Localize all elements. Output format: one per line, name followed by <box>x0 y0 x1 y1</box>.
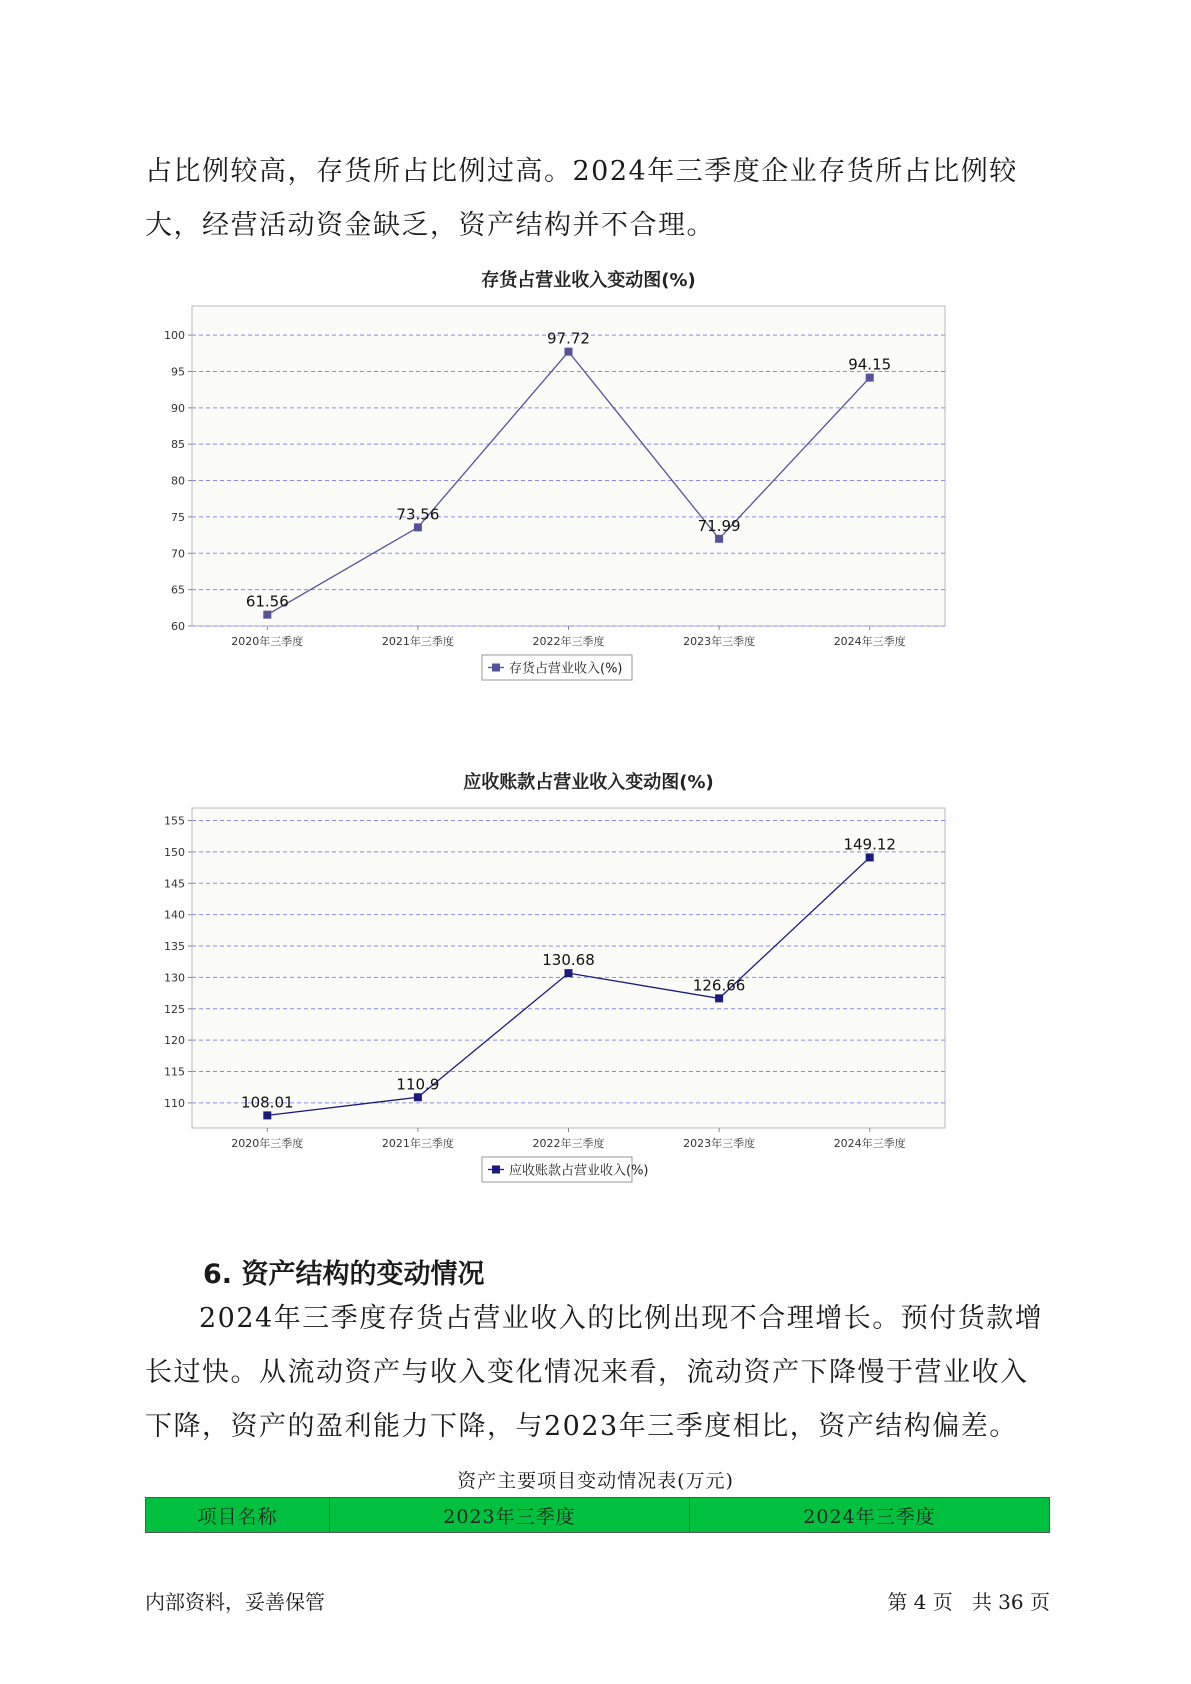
y-tick-label: 60 <box>171 620 185 633</box>
footer-confidential: 内部资料，妥善保管 <box>145 1590 325 1614</box>
x-tick-label: 2024年三季度 <box>833 1137 906 1150</box>
y-tick-label: 145 <box>164 877 185 891</box>
y-tick-label: 155 <box>164 814 185 828</box>
chart-title: 存货占营业收入变动图(%) <box>481 270 696 291</box>
data-point <box>715 535 723 543</box>
y-tick-label: 85 <box>171 438 185 452</box>
y-tick-label: 140 <box>164 908 185 922</box>
data-point <box>414 523 422 531</box>
y-tick-label: 130 <box>164 971 185 985</box>
y-tick-label: 150 <box>164 845 185 859</box>
data-label: 73.56 <box>396 505 440 524</box>
y-tick-label: 95 <box>171 365 185 379</box>
header-2023q3: 2023年三季度 <box>329 1498 689 1533</box>
table-caption: 资产主要项目变动情况表(万元) <box>457 1470 734 1492</box>
data-point <box>263 611 271 619</box>
receivables-ratio-chart <box>160 770 1040 1220</box>
y-tick-label: 115 <box>164 1065 185 1079</box>
data-label: 110.9 <box>396 1075 440 1094</box>
chart-title: 应收账款占营业收入变动图(%) <box>463 772 714 793</box>
x-tick-label: 2024年三季度 <box>833 635 906 648</box>
header-2024q3: 2024年三季度 <box>689 1498 1049 1533</box>
y-tick-label: 125 <box>164 1002 185 1016</box>
analysis-paragraph: 2024年三季度存货占营业收入的比例出现不合理增长。预付货款增长过快。从流动资产与收入变化情况来看，流动资产下降慢于营业收入下降，资产的盈利能力下降，与2023年三季度相比，资产结构偏差。 <box>145 1303 1044 1442</box>
legend-label: 应收账款占营业收入(%) <box>509 1163 649 1179</box>
intro-paragraph: 占比例较高，存货所占比例过高。2024年三季度企业存货所占比例较大，经营活动资金缺乏，资产结构并不合理。 <box>145 156 1018 241</box>
data-label: 97.72 <box>547 329 590 348</box>
footer-page-number: 第 4 页 共 36 页 <box>887 1590 1050 1614</box>
data-label: 108.01 <box>241 1093 294 1112</box>
data-label: 71.99 <box>697 516 741 535</box>
data-label: 61.56 <box>245 592 289 611</box>
data-label: 130.68 <box>542 951 595 970</box>
x-tick-label: 2021年三季度 <box>381 1137 454 1150</box>
data-point <box>715 994 723 1002</box>
x-tick-label: 2020年三季度 <box>231 1137 304 1150</box>
legend-label: 存货占营业收入(%) <box>509 661 623 677</box>
y-tick-label: 80 <box>171 474 185 488</box>
data-point <box>866 374 874 382</box>
x-tick-label: 2023年三季度 <box>683 635 756 648</box>
data-point <box>565 348 573 356</box>
x-tick-label: 2020年三季度 <box>231 635 304 648</box>
asset-change-table <box>145 1497 1050 1533</box>
legend-marker <box>492 664 500 672</box>
section-heading: 6. 资产结构的变动情况 <box>203 1259 485 1290</box>
y-tick-label: 135 <box>164 940 185 954</box>
data-label: 126.66 <box>692 976 746 995</box>
inventory-ratio-chart <box>160 268 1040 718</box>
y-tick-label: 65 <box>171 583 185 597</box>
y-tick-label: 90 <box>171 401 185 415</box>
y-tick-label: 120 <box>164 1034 185 1048</box>
y-tick-label: 70 <box>171 547 185 561</box>
legend-marker <box>492 1166 500 1174</box>
data-label: 94.15 <box>848 355 892 374</box>
x-tick-label: 2022年三季度 <box>532 1137 605 1150</box>
data-point <box>414 1093 422 1101</box>
table-header-row <box>146 1498 1050 1533</box>
x-tick-label: 2023年三季度 <box>683 1137 756 1150</box>
data-point <box>565 969 573 977</box>
y-tick-label: 100 <box>164 329 185 343</box>
x-tick-label: 2021年三季度 <box>381 635 454 648</box>
header-item-name: 项目名称 <box>146 1498 330 1533</box>
data-point <box>263 1111 271 1119</box>
y-tick-label: 75 <box>171 510 185 524</box>
x-tick-label: 2022年三季度 <box>532 635 605 648</box>
data-point <box>866 853 874 861</box>
data-label: 149.12 <box>843 835 896 854</box>
y-tick-label: 110 <box>164 1096 185 1110</box>
